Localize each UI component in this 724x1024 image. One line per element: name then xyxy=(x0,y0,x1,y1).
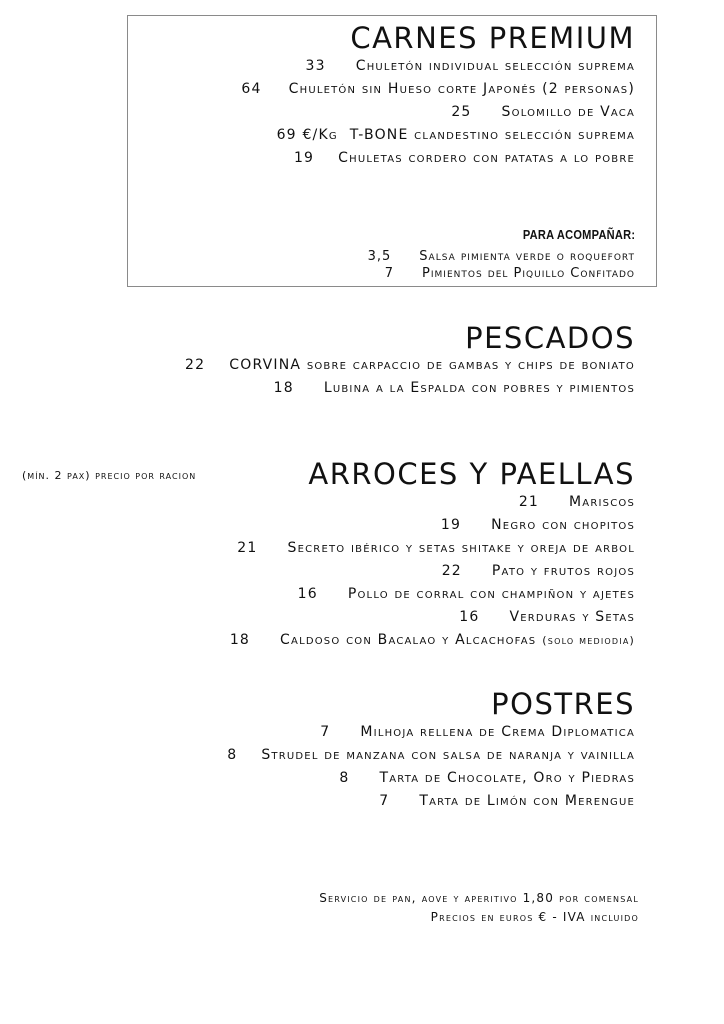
item-price: 22 xyxy=(185,357,206,373)
item-name: Pato y frutos rojos xyxy=(491,563,635,579)
menu-item xyxy=(241,82,635,96)
item-price: 3,5 xyxy=(367,249,392,264)
menu-item xyxy=(185,358,635,372)
item-price: 7 xyxy=(384,266,395,281)
item-price: 18 xyxy=(229,632,251,648)
item-name: Salsa pimienta verde o roquefort xyxy=(419,249,635,264)
arroces-note: (mín. 2 pax) precio por racion xyxy=(22,469,197,482)
menu-item xyxy=(459,610,635,624)
item-price: 16 xyxy=(297,586,318,602)
item-note: (solo mediodia) xyxy=(542,634,635,647)
item-price: 18 xyxy=(273,380,294,396)
menu-item xyxy=(230,633,635,647)
menu-item xyxy=(294,151,635,165)
item-price: 33 xyxy=(305,58,326,74)
pescados-title: PESCADOS xyxy=(465,321,635,355)
menu-item xyxy=(379,794,635,808)
footer-price-note: Precios en euros € - IVA incluido xyxy=(430,910,639,924)
menu-item xyxy=(227,748,635,762)
arroces-title: ARROCES Y PAELLAS xyxy=(308,457,635,491)
item-price: 8 xyxy=(339,770,350,786)
menu-item xyxy=(368,250,635,263)
item-name: Chuletón sin Hueso corte Japonés (2 personas) xyxy=(288,81,635,97)
menu-item xyxy=(339,771,635,785)
item-name: Chuletón individual selección suprema xyxy=(355,58,635,74)
menu-item xyxy=(442,564,635,578)
item-name: Pimientos del Piquillo Confitado xyxy=(422,266,635,281)
item-price: 19 xyxy=(440,517,462,533)
item-name: Tarta de Limón con Merengue xyxy=(419,793,635,809)
item-name: Strudel de manzana con salsa de naranja y vainilla xyxy=(261,747,635,763)
menu-item xyxy=(385,267,635,280)
menu-item xyxy=(237,541,635,555)
menu-item xyxy=(298,587,635,601)
item-price: 7 xyxy=(379,793,390,809)
item-price: 64 xyxy=(241,81,262,97)
menu-item xyxy=(441,518,635,532)
item-price: 8 xyxy=(227,747,238,763)
item-price: 69 €/Kg xyxy=(276,127,338,143)
item-name: Negro con chopitos xyxy=(491,517,635,533)
item-price: 7 xyxy=(320,724,331,740)
item-price: 16 xyxy=(459,609,480,625)
menu-item xyxy=(519,495,635,509)
postres-title: POSTRES xyxy=(491,687,635,721)
item-name: Caldoso con Bacalao y Alcachofas xyxy=(280,632,537,648)
item-name: Verduras y Setas xyxy=(509,609,635,625)
item-name: Pollo de corral con champiñon y ajetes xyxy=(347,586,635,602)
item-name: Tarta de Chocolate, Oro y Piedras xyxy=(379,770,635,786)
item-name: Mariscos xyxy=(569,494,635,510)
menu-item xyxy=(451,105,635,119)
item-price: 21 xyxy=(237,540,258,556)
menu-item xyxy=(306,59,636,73)
item-name: CORVINA sobre carpaccio de gambas y chips de boniato xyxy=(229,357,635,373)
item-name: Solomillo de Vaca xyxy=(501,104,635,120)
item-price: 19 xyxy=(293,150,315,166)
item-price: 21 xyxy=(518,494,540,510)
menu-item xyxy=(274,381,635,395)
footer-service-note: Servicio de pan, aove y aperitivo 1,80 por comensal xyxy=(319,891,639,905)
item-name: Milhoja rellena de Crema Diplomatica xyxy=(360,724,635,740)
item-price: 25 xyxy=(451,104,472,120)
item-name: T-BONE clandestino selección suprema xyxy=(349,127,635,143)
item-price: 22 xyxy=(441,563,462,579)
accompany-title: PARA ACOMPAÑAR: xyxy=(522,227,635,242)
item-name: Chuletas cordero con patatas a lo pobre xyxy=(338,150,635,166)
item-name: Secreto ibérico y setas shitake y oreja de arbol xyxy=(287,540,635,556)
menu-item xyxy=(320,725,635,739)
carnes-title: CARNES PREMIUM xyxy=(350,21,635,55)
item-name: Lubina a la Espalda con pobres y pimientos xyxy=(323,380,635,396)
menu-item xyxy=(277,128,635,142)
